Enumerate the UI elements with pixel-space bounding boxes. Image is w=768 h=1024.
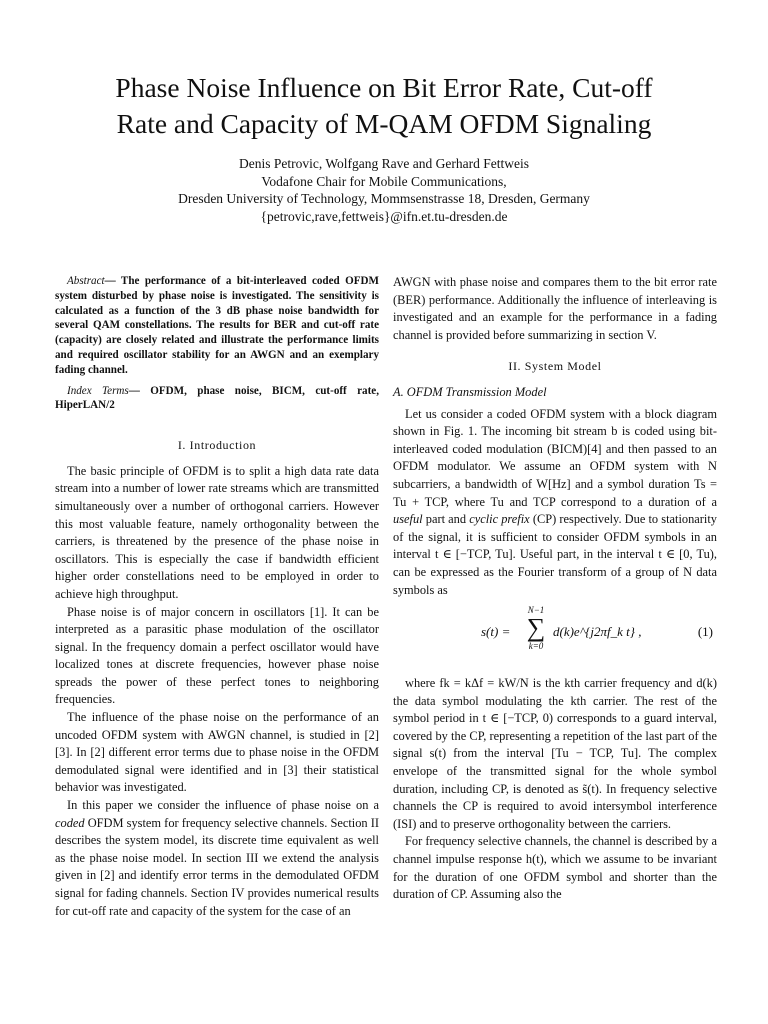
sigma-glyph: ∑ <box>526 613 546 643</box>
author-block <box>40 155 728 225</box>
intro-p4-part-a: In this paper we consider the influence of phase noise on a <box>67 798 379 813</box>
equation-lhs: s(t) = <box>481 624 511 640</box>
index-terms-label: Index Terms <box>67 384 129 397</box>
sys-p1-emphasis-cyclic: cyclic prefix <box>469 512 530 527</box>
intro-p4-emphasis: coded <box>55 815 85 830</box>
intro-p4-part-b: OFDM system for frequency selective channels. Section II describes the system model, its discrete time equivalent as well as the phase noise model. In section III we extend the analysis given in [2] and identify error terms in the demodulated OFDM signal for fading channels. Section IV provides numerical results for cut-off rate and capacity of the system for the case of an <box>55 815 379 918</box>
right-column <box>393 274 717 904</box>
index-terms <box>55 384 379 414</box>
system-paragraph-1 <box>393 406 717 600</box>
sys-p1-part-b: part and <box>422 512 470 527</box>
left-column <box>55 274 379 920</box>
author-email: {petrovic,rave,fettweis}@ifn.et.tu-dresden.de <box>260 208 508 224</box>
intro-paragraph-2: Phase noise is of major concern in oscillators [1]. It can be interpreted as a parasitic phase modulation of the oscillator signal. In the frequency domain a perfect oscillator would have localized tones at discrete frequencies, however phase noise spreads the power of these perfect tones to neighboring frequencies. <box>55 604 379 707</box>
equation-rhs: d(k)e^{j2πf_k t} , <box>553 624 642 640</box>
abstract-label: Abstract <box>67 275 105 287</box>
system-paragraph-3: For frequency selective channels, the channel is described by a channel impulse response h(t), which we assume to be invariant for the duration of one OFDM symbol and shorter than the duration of CP. Assuming also the <box>393 834 717 902</box>
system-paragraph-2: where fk = kΔf = kW/N is the kth carrier frequency and d(k) the data symbol modulating the kth carrier. The rest of the symbol period in t ∈ [−TCP, 0) corresponds to a guard interval, covered by the CP, representing a repetition of the last part of the signal s(t) from the interval [Tu − TCP, Tu]. The complex envelope of the transmitted signal for the whole symbol duration, including CP, is denoted as s̃(t). In frequency selective channels the CP is required to avoid intersymbol interference (ISI) and to preserve orthogonality between the carriers. <box>393 676 717 831</box>
abstract <box>55 274 379 378</box>
sum-lower-limit: k=0 <box>528 641 544 652</box>
equation-1 <box>393 605 717 665</box>
sys-p1-part-c: (CP) respectively. Due to stationarity of the signal, it is sufficient to consider OFDM symbols in an interval t ∈ [−TCP, Tu]. Useful part, in the interval t ∈ [0, Tu), can be expressed as the Fourier transform of a group of N data symbols as <box>393 512 717 597</box>
affiliation-line-1: Vodafone Chair for Mobile Communications, <box>261 173 507 189</box>
title-line-1: Phase Noise Influence on Bit Error Rate, Cut-off <box>115 72 653 103</box>
equation-number: (1) <box>697 624 713 640</box>
section-heading-introduction: I. Introduction <box>177 438 257 453</box>
sys-p1-emphasis-useful: useful <box>393 512 423 527</box>
sys-p1-part-a: Let us consider a coded OFDM system with a block diagram shown in Fig. 1. The incoming bit stream b is coded using bit-interleaved coded modulation (BICM)[4] and then passed to an OFDM modulator. We assume an OFDM system with N subcarriers, a bandwidth of W[Hz] and a symbol duration Ts = Tu + TCP, where Tu and TCP correspond to a duration of a <box>393 406 717 509</box>
author-names: Denis Petrovic, Wolfgang Rave and Gerhard Fettweis <box>239 156 529 171</box>
section-heading-system-model: II. System Model <box>508 359 602 374</box>
sum-upper-limit: N−1 <box>527 605 545 616</box>
subsection-heading-ofdm: A. OFDM Transmission Model <box>393 384 547 399</box>
title-line-2: Rate and Capacity of M-QAM OFDM Signaling <box>116 108 652 139</box>
affiliation-line-2: Dresden University of Technology, Mommsenstrasse 18, Dresden, Germany <box>178 191 590 206</box>
intro-continuation: AWGN with phase noise and compares them to the bit error rate (BER) performance. Additionally the influence of interleaving is investigated and an example for the performance in a fading channel is provided before summarizing in section V. <box>393 275 717 342</box>
index-terms-text: — OFDM, phase noise, BICM, cut-off rate, HiperLAN/2 <box>55 384 379 412</box>
abstract-text: — The performance of a bit-interleaved coded OFDM system disturbed by phase noise is investigated. The sensitivity is calculated as a function of the 3 dB phase noise bandwidth for several QAM constellations. The results for BER and cut-off rate (capacity) are closely related and illustrate the performance limits and required oscillator stability for an AWGN and an exemplary fading channel. <box>55 275 379 376</box>
summation-symbol <box>525 605 547 651</box>
paper-title <box>40 70 728 142</box>
intro-paragraph-1: The basic principle of OFDM is to split a high data rate data stream into a number of lower rate streams which are transmitted simultaneously over a number of orthogonal carriers. However this most valuable feature, namely orthogonality between the carriers, is threatened by the presence of the phase noise in oscillators. This is especially the case if bandwidth efficient higher order constellations need to be employed in order to achieve high throughput. <box>55 463 379 601</box>
intro-paragraph-4 <box>55 797 379 920</box>
intro-paragraph-3: The influence of the phase noise on the performance of an uncoded OFDM system with AWGN channel, is studied in [2] [3]. In [2] different error terms due to phase noise in the OFDM demodulated signal were identified and in [3] their statistical behavior was investigated. <box>55 710 379 795</box>
